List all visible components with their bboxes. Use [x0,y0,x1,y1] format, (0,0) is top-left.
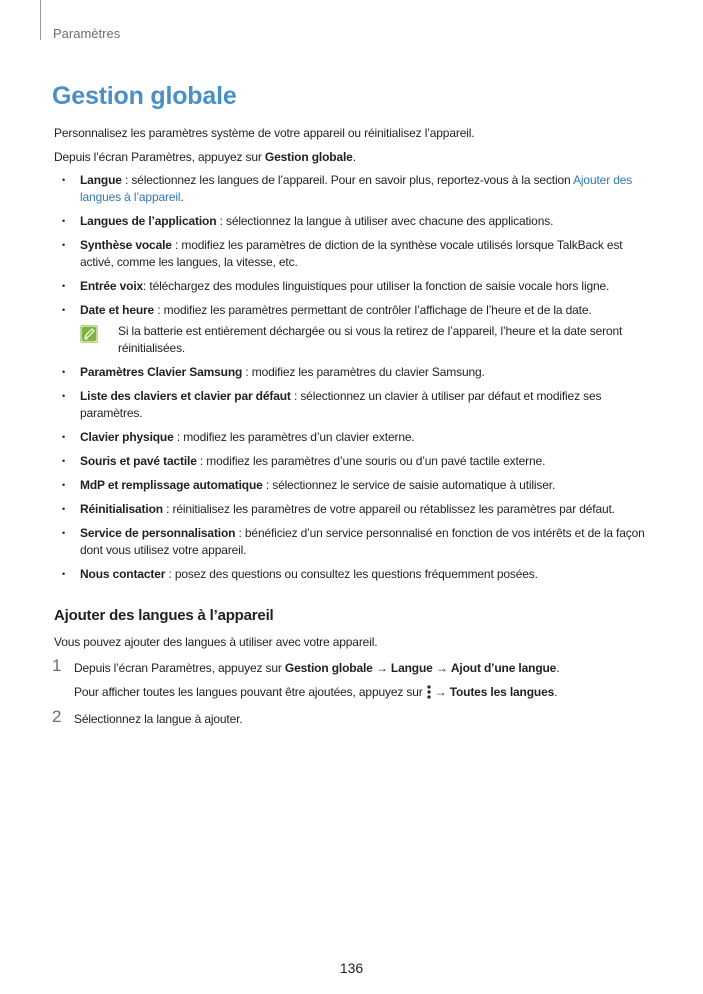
list-item-liste-claviers: • Liste des claviers et clavier par défaut : sélectionnez un clavier à utiliser par défaut et modifiez ses paramètres. [54,388,654,422]
section-intro: Vous pouvez ajouter des langues à utiliser avec votre appareil. [54,635,378,649]
list-item-date-heure: • Date et heure : modifiez les paramètres permettant de contrôler l’affichage de l’heure et de la date. [54,302,654,319]
more-options-icon [426,685,432,699]
link-ajouter-langues[interactable]: Ajouter des langues à l’appareil [80,173,633,204]
page-number: 136 [339,960,364,976]
list-item-mdp-remplissage: • MdP et remplissage automatique : sélectionnez le service de saisie automatique à utiliser. [54,477,654,494]
list-item-langue: • Langue : sélectionnez les langues de l’appareil. Pour en savoir plus, reportez-vous à la section Ajouter des langues à l’appareil. [54,172,654,206]
page-title: Gestion globale [52,82,237,110]
step-1-line1: Depuis l’écran Paramètres, appuyez sur Gestion globale → Langue → Ajout d’une langue. [74,661,560,675]
note-text: Si la batterie est entièrement déchargée ou si vous la retirez de l’appareil, l’heure et la date seront réinitialisées. [118,324,623,355]
running-header: Paramètres [53,26,121,41]
page-content [54,125,654,735]
list-item-entree-voix: • Entrée voix: téléchargez des modules linguistiques pour utiliser la fonction de saisie vocale hors ligne. [54,278,654,295]
list-item-clavier-physique: • Clavier physique : modifiez les paramètres d’un clavier externe. [54,429,654,446]
intro-instruction: Depuis l’écran Paramètres, appuyez sur Gestion globale. [54,150,356,164]
list-item-service-personnalisation: • Service de personnalisation : bénéficiez d’un service personnalisé en fonction de vos intérêts et de la façon dont vous utilisez votre appareil. [54,525,654,559]
settings-list [54,172,654,319]
step-1 [52,656,654,701]
list-item-langues-application: • Langues de l’application : sélectionnez la langue à utiliser avec chacune des applications. [54,213,654,230]
list-item-souris-pave: • Souris et pavé tactile : modifiez les paramètres d’une souris ou d’un pavé tactile externe. [54,453,654,470]
corner-rule [40,0,41,40]
note-pencil-icon [80,325,98,343]
step-1-line2: Pour afficher toutes les langues pouvant être ajoutées, appuyez sur → Toutes les langues. [74,685,558,699]
step-number: 2 [52,707,62,726]
list-item-nous-contacter: • Nous contacter : posez des questions ou consultez les questions fréquemment posées. [54,566,654,583]
section-heading: Ajouter des langues à l’appareil [54,607,274,624]
settings-list-continued [54,364,654,583]
list-item-reinitialisation: • Réinitialisation : réinitialisez les paramètres de votre appareil ou rétablissez les paramètres par défaut. [54,501,654,518]
note-box [80,323,654,357]
list-item-synthese-vocale: • Synthèse vocale : modifiez les paramètres de diction de la synthèse vocale utilisés lorsque TalkBack est activé, comme les langues, la vitesse, etc. [54,237,654,271]
intro-text: Personnalisez les paramètres système de votre appareil ou réinitialisez l’appareil. [54,126,475,140]
step-number: 1 [52,656,62,675]
step-2: 2 Sélectionnez la langue à ajouter. [52,707,243,726]
list-item-clavier-samsung: • Paramètres Clavier Samsung : modifiez les paramètres du clavier Samsung. [54,364,654,381]
